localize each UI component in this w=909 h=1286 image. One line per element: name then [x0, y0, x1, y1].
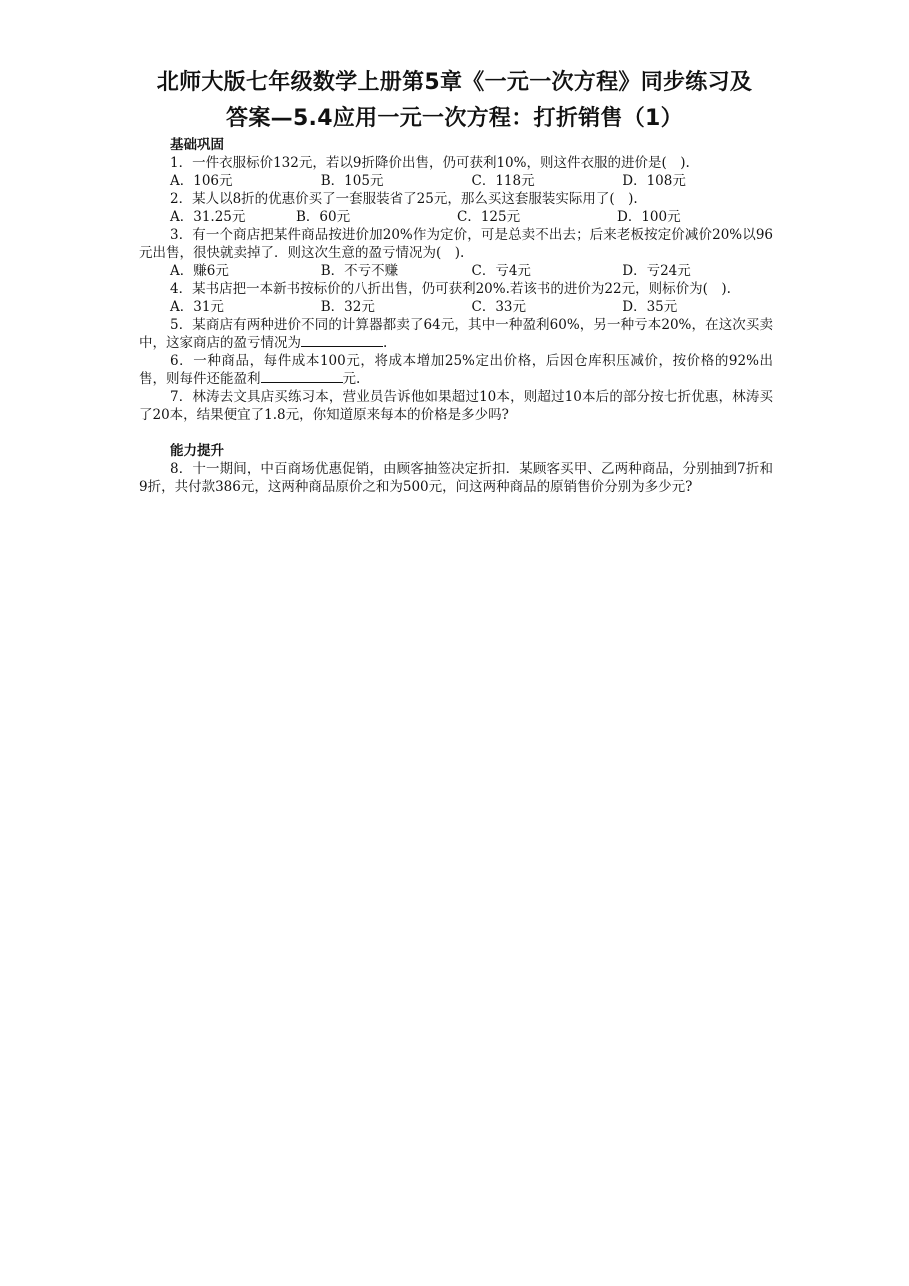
option-b: B．105元 [320, 173, 384, 189]
question-3-options [139, 262, 773, 280]
option-a: A．31.25元 [170, 209, 246, 225]
option-c: C．33元 [471, 299, 527, 315]
option-c: C．118元 [471, 173, 535, 189]
question-1: 1．一件衣服标价132元，若以9折降价出售，仍可获利10%，则这件衣服的进价是( ). [170, 155, 690, 171]
question-5-end: . [383, 335, 388, 351]
option-c: C．125元 [457, 209, 521, 225]
exercise-content [139, 136, 773, 496]
question-5 [139, 316, 773, 352]
option-a: A．106元 [170, 173, 233, 189]
section-heading-basic: 基础巩固 [170, 137, 224, 153]
question-3: 3．有一个商店把某件商品按进价加20%作为定价，可是总卖不出去；后来老板按定价减价20%以96元出售，很快就卖掉了．则这次生意的盈亏情况为( ). [139, 227, 773, 261]
question-4-options [139, 298, 773, 316]
option-d: D．亏24元 [622, 263, 691, 279]
option-d: D．100元 [617, 209, 681, 225]
question-6 [139, 352, 773, 388]
question-5-text: 5．某商店有两种进价不同的计算器都卖了64元，其中一种盈利60%，另一种亏本20%，在这次买卖中，这家商店的盈亏情况为 [139, 317, 773, 351]
option-b: B．60元 [296, 209, 351, 225]
option-b: B．32元 [320, 299, 375, 315]
option-d: D．108元 [622, 173, 686, 189]
question-8: 8．十一期间，中百商场优惠促销，由顾客抽签决定折扣．某顾客买甲、乙两种商品，分别抽到7折和9折，共付款386元，这两种商品原价之和为500元，问这两种商品的原销售价分别为多少元? [139, 461, 773, 495]
option-c: C．亏4元 [471, 263, 531, 279]
answer-blank [301, 334, 383, 347]
question-2: 2．某人以8折的优惠价买了一套服装省了25元，那么买这套服装实际用了( ). [170, 191, 638, 207]
question-7: 7．林涛去文具店买练习本，营业员告诉他如果超过10本，则超过10本后的部分按七折优惠，林涛买了20本，结果便宜了1.8元，你知道原来每本的价格是多少吗? [139, 389, 773, 423]
option-d: D．35元 [622, 299, 678, 315]
question-4: 4．某书店把一本新书按标价的八折出售，仍可获利20%.若该书的进价为22元，则标价为( ). [170, 281, 731, 297]
question-6-end: 元. [342, 371, 361, 387]
document-title-line1: 北师大版七年级数学上册第5章《一元一次方程》同步练习及 [156, 70, 753, 95]
answer-blank [261, 370, 343, 383]
option-b: B．不亏不赚 [320, 263, 399, 279]
section-heading-advanced: 能力提升 [170, 443, 224, 459]
option-a: A．赚6元 [170, 263, 229, 279]
section-spacer [139, 424, 773, 442]
question-2-options [139, 208, 773, 226]
question-1-options [139, 172, 773, 190]
option-a: A．31元 [170, 299, 224, 315]
document-title-line2: 答案—5.4应用一元一次方程：打折销售（1） [226, 106, 683, 131]
question-6-text: 6．一种商品，每件成本100元，将成本增加25%定出价格，后因仓库积压减价，按价格的92%出售，则每件还能盈利 [139, 353, 773, 387]
